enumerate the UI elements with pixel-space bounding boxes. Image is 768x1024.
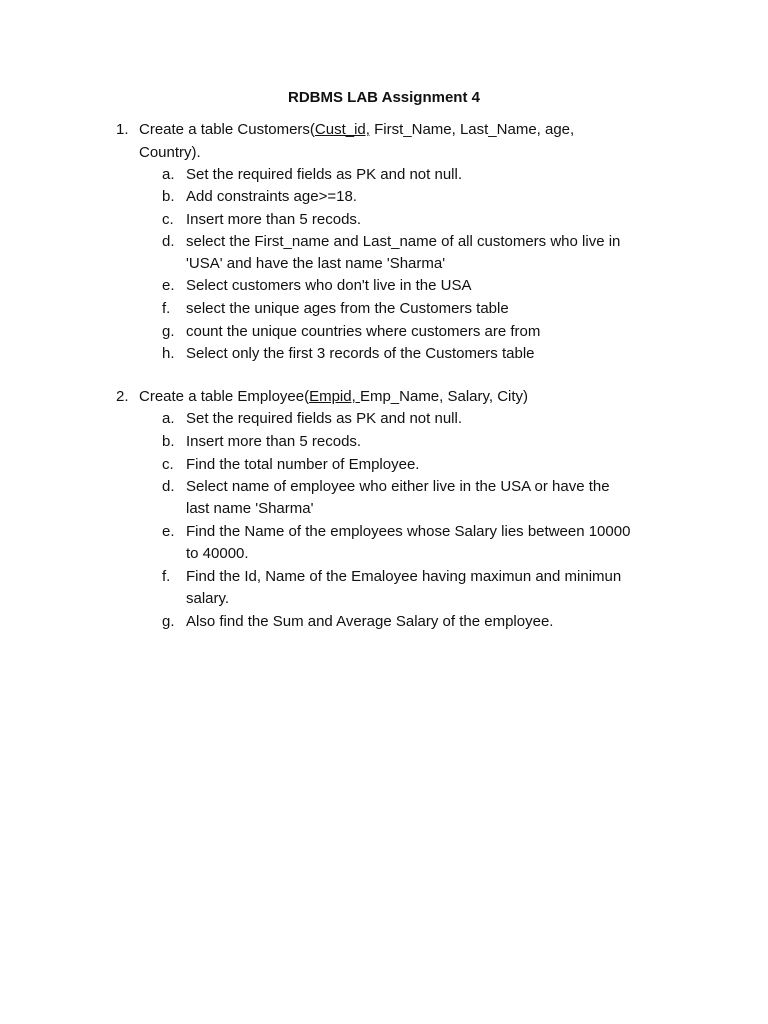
q2-underlined-key: Empid, (309, 388, 360, 405)
q2-item-marker: b. (162, 433, 175, 450)
q1-item-marker: c. (162, 211, 174, 228)
q1-text-before: Create a table Customers( (139, 121, 315, 138)
q2-item-text: Insert more than 5 recods. (186, 433, 362, 450)
q2-item-marker: g. (162, 613, 175, 630)
q1-heading (139, 120, 574, 140)
q1-item-marker: d. (162, 233, 175, 250)
q2-item-text: to 40000. (186, 545, 249, 562)
q2-item-text: Select name of employee who either live in the USA or have the (186, 478, 610, 495)
q2-text-before: Create a table Employee( (139, 388, 310, 405)
q2-item-text: Set the required fields as PK and not null. (186, 410, 463, 427)
q2-item-marker: a. (162, 410, 175, 427)
q2-item-marker: c. (162, 456, 174, 473)
q1-item-marker: g. (162, 323, 175, 340)
q1-item-text: select the First_name and Last_name of all customers who live in (186, 233, 621, 250)
q2-heading (139, 387, 528, 407)
q2-item-marker: f. (162, 568, 171, 585)
q2-item-text: Find the Name of the employees whose Salary lies between 10000 (186, 523, 631, 540)
q1-number: 1. (116, 121, 129, 138)
q1-item-text: Set the required fields as PK and not null. (186, 166, 463, 183)
q1-item-marker: b. (162, 188, 175, 205)
q1-item-text: count the unique countries where customers are from (186, 323, 541, 340)
q1-text-after: First_Name, Last_Name, age, (369, 121, 575, 138)
q1-item-marker: e. (162, 277, 175, 294)
q1-item-text: Add constraints age>=18. (186, 188, 357, 205)
q2-text-after: Emp_Name, Salary, City) (359, 388, 529, 405)
q1-item-marker: f. (162, 300, 171, 317)
q1-item-text: Select only the first 3 records of the Customers table (186, 345, 535, 362)
q2-item-text: Find the total number of Employee. (186, 456, 420, 473)
q2-number: 2. (116, 388, 129, 405)
q1-item-text: select the unique ages from the Customers table (186, 300, 509, 317)
q2-item-marker: e. (162, 523, 175, 540)
q2-item-text: salary. (186, 590, 230, 607)
q1-heading-continuation: Country). (139, 144, 201, 161)
q2-item-text: last name 'Sharma' (186, 500, 314, 517)
q1-item-text: Select customers who don't live in the USA (186, 277, 472, 294)
q1-item-text: Insert more than 5 recods. (186, 211, 362, 228)
document-title: RDBMS LAB Assignment 4 (288, 89, 480, 106)
q2-item-marker: d. (162, 478, 175, 495)
q2-item-text: Find the Id, Name of the Emaloyee having maximun and minimun (186, 568, 622, 585)
q1-item-marker: a. (162, 166, 175, 183)
q1-item-text: 'USA' and have the last name 'Sharma' (186, 255, 446, 272)
q1-underlined-key: Cust_id, (314, 121, 370, 138)
q1-item-marker: h. (162, 345, 175, 362)
q2-item-text: Also find the Sum and Average Salary of the employee. (186, 613, 554, 630)
